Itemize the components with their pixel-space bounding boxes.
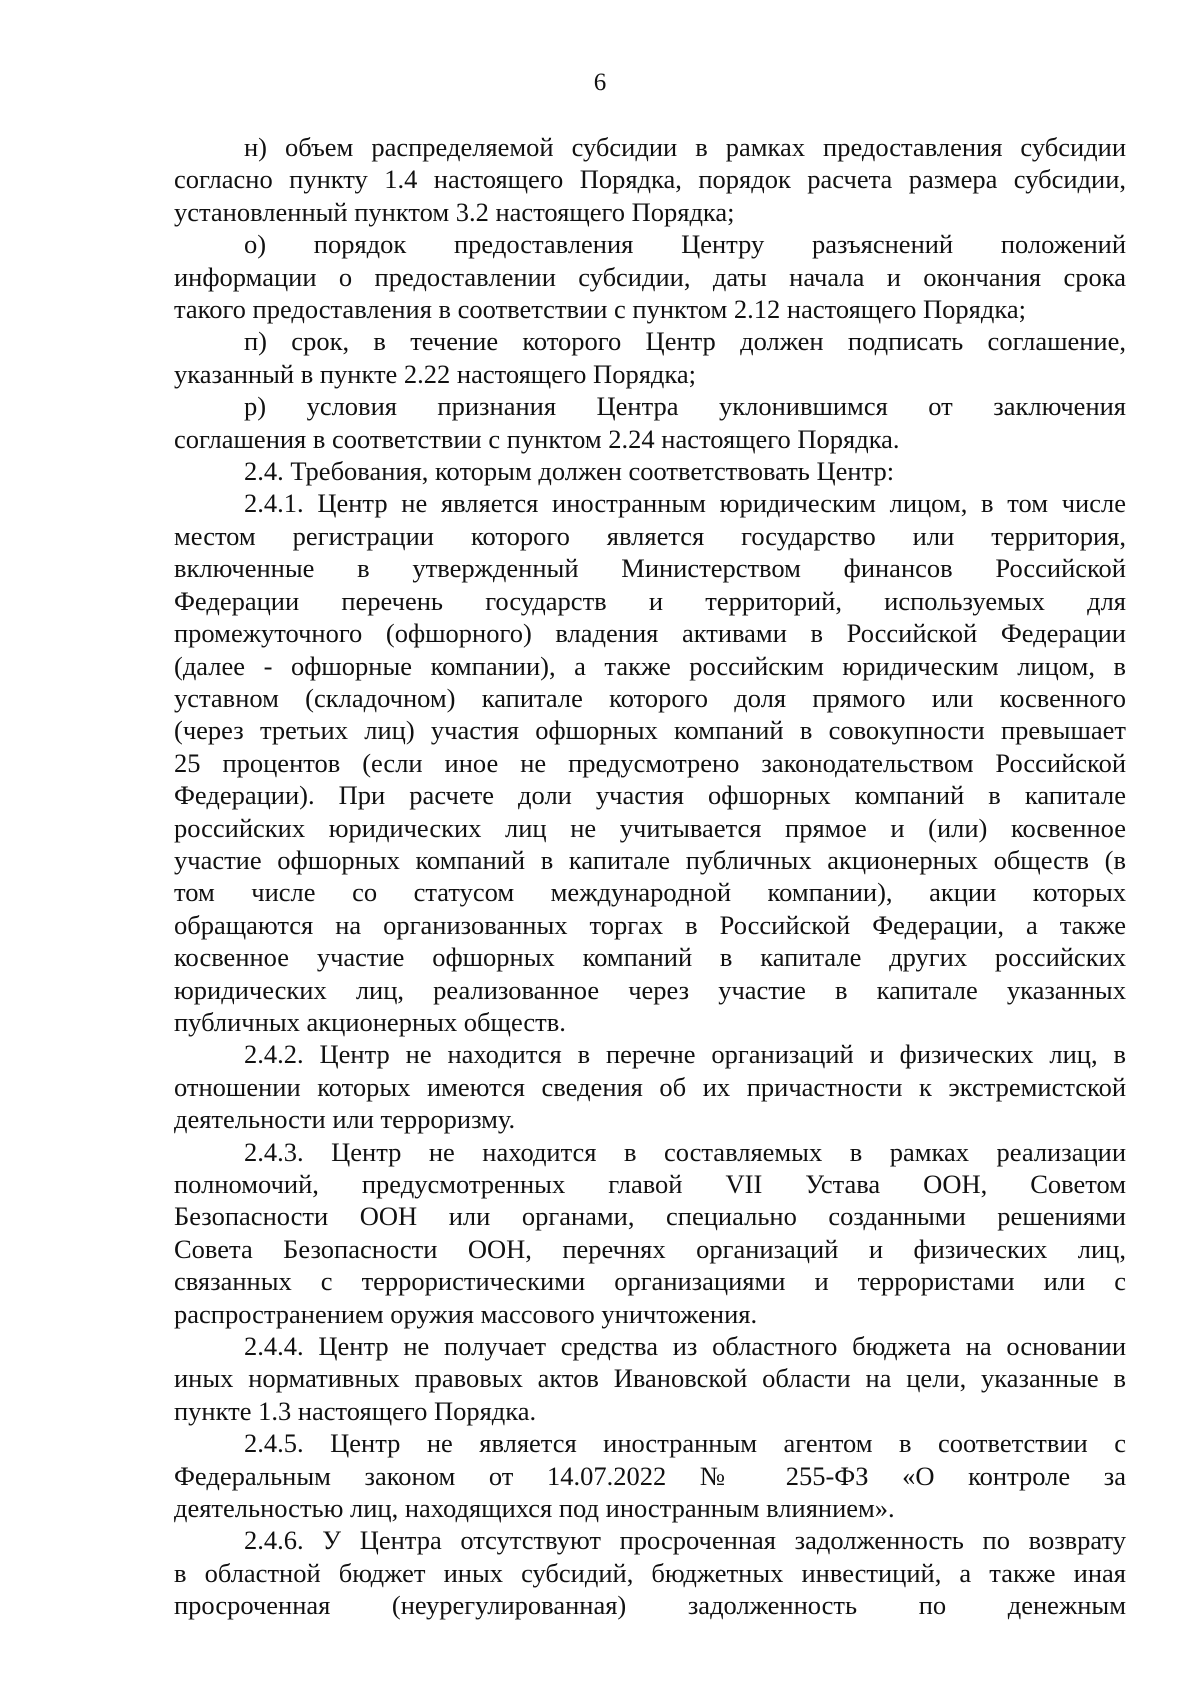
text-line: участие офшорных компаний в капитале публичных акционерных обществ (в xyxy=(174,844,1126,875)
text-line: 2.4. Требования, которым должен соответствовать Центр: xyxy=(244,456,895,487)
text-line: косвенное участие офшорных компаний в капитале других российских xyxy=(174,942,1126,973)
paragraph xyxy=(174,325,1126,390)
text-line: такого предоставления в соответствии с пунктом 2.12 настоящего Порядка; xyxy=(174,294,1026,325)
text-line: установленный пунктом 3.2 настоящего Порядка; xyxy=(174,196,735,227)
text-line: н) объем распределяемой субсидии в рамках предоставления субсидии xyxy=(244,132,1126,162)
text-line: местом регистрации которого является государство или территория, xyxy=(174,520,1126,551)
text-line: отношении которых имеются сведения об их причастности к экстремистской xyxy=(174,1071,1126,1102)
text-line: уставном (складочном) капитале которого доля прямого или косвенного xyxy=(174,682,1126,713)
document-body xyxy=(174,131,1126,1622)
text-line: (далее - офшорные компании), а также российским юридическим лицом, в xyxy=(174,650,1126,681)
text-line: публичных акционерных обществ. xyxy=(174,1006,566,1037)
text-line: 2.4.1. Центр не является иностранным юридическим лицом, в том числе xyxy=(244,488,1126,519)
page-number: 6 xyxy=(593,69,607,96)
text-line: просроченная (неурегулированная) задолженность по денежным xyxy=(174,1590,1126,1621)
text-line: указанный в пункте 2.22 настоящего Порядка; xyxy=(174,358,696,389)
text-line: Федеральным законом от 14.07.2022 № 255-ФЗ «О контроле за xyxy=(174,1460,1126,1491)
paragraph xyxy=(174,487,1126,1038)
text-line: соглашения в соответствии с пунктом 2.24 настоящего Порядка. xyxy=(174,423,900,454)
paragraph xyxy=(174,1038,1126,1135)
text-line: деятельности или терроризму. xyxy=(174,1104,516,1135)
text-line: 2.4.3. Центр не находится в составляемых в рамках реализации xyxy=(244,1136,1126,1167)
text-line: пункте 1.3 настоящего Порядка. xyxy=(174,1395,537,1426)
paragraph xyxy=(174,390,1126,455)
text-line: Безопасности ООН или органами, специально созданными решениями xyxy=(174,1201,1126,1232)
text-line: р) условия признания Центра уклонившимся от заключения xyxy=(244,391,1126,422)
text-line: согласно пункту 1.4 настоящего Порядка, порядок расчета размера субсидии, xyxy=(174,164,1126,195)
text-line: распространением оружия массового уничтожения. xyxy=(174,1298,758,1329)
text-line: Федерации перечень государств и территорий, используемых для xyxy=(174,585,1126,616)
text-line: российских юридических лиц не учитывается прямое и (или) косвенное xyxy=(174,812,1126,843)
paragraph xyxy=(174,1524,1126,1621)
text-line: деятельностью лиц, находящихся под иностранным влиянием». xyxy=(174,1493,895,1524)
text-line: полномочий, предусмотренных главой VII Устава ООН, Советом xyxy=(174,1169,1126,1199)
paragraph xyxy=(174,131,1126,228)
text-line: включенные в утвержденный Министерством финансов Российской xyxy=(174,553,1126,584)
paragraph xyxy=(174,1136,1126,1330)
text-line: иных нормативных правовых актов Ивановской области на цели, указанные в xyxy=(174,1363,1126,1394)
text-line: о) порядок предоставления Центру разъяснений положений xyxy=(244,229,1126,260)
text-line: юридических лиц, реализованное через участие в капитале указанных xyxy=(174,974,1126,1005)
paragraph xyxy=(174,228,1126,325)
text-line: Совета Безопасности ООН, перечнях организаций и физических лиц, xyxy=(174,1233,1126,1264)
paragraph xyxy=(174,1427,1126,1524)
text-line: Федерации). При расчете доли участия офшорных компаний в капитале xyxy=(174,780,1126,811)
text-line: в областной бюджет иных субсидий, бюджетных инвестиций, а также иная xyxy=(174,1557,1126,1588)
paragraph xyxy=(174,455,1126,487)
text-line: 2.4.6. У Центра отсутствуют просроченная задолженность по возврату xyxy=(244,1525,1126,1556)
text-line: 2.4.5. Центр не является иностранным агентом в соответствии с xyxy=(244,1428,1126,1459)
text-line: информации о предоставлении субсидии, даты начала и окончания срока xyxy=(174,261,1126,292)
text-line: промежуточного (офшорного) владения активами в Российской Федерации xyxy=(174,618,1126,649)
text-line: 2.4.4. Центр не получает средства из областного бюджета на основании xyxy=(244,1331,1126,1362)
paragraph xyxy=(174,1330,1126,1427)
text-line: том числе со статусом международной компании), акции которых xyxy=(174,877,1126,908)
text-line: 2.4.2. Центр не находится в перечне организаций и физических лиц, в xyxy=(244,1039,1126,1070)
text-line: обращаются на организованных торгах в Российской Федерации, а также xyxy=(174,909,1126,940)
text-line: (через третьих лиц) участия офшорных компаний в совокупности превышает xyxy=(174,715,1126,746)
text-line: связанных с террористическими организациями и террористами или с xyxy=(174,1266,1126,1297)
text-line: п) срок, в течение которого Центр должен подписать соглашение, xyxy=(244,326,1126,357)
text-line: 25 процентов (если иное не предусмотрено законодательством Российской xyxy=(174,747,1126,778)
